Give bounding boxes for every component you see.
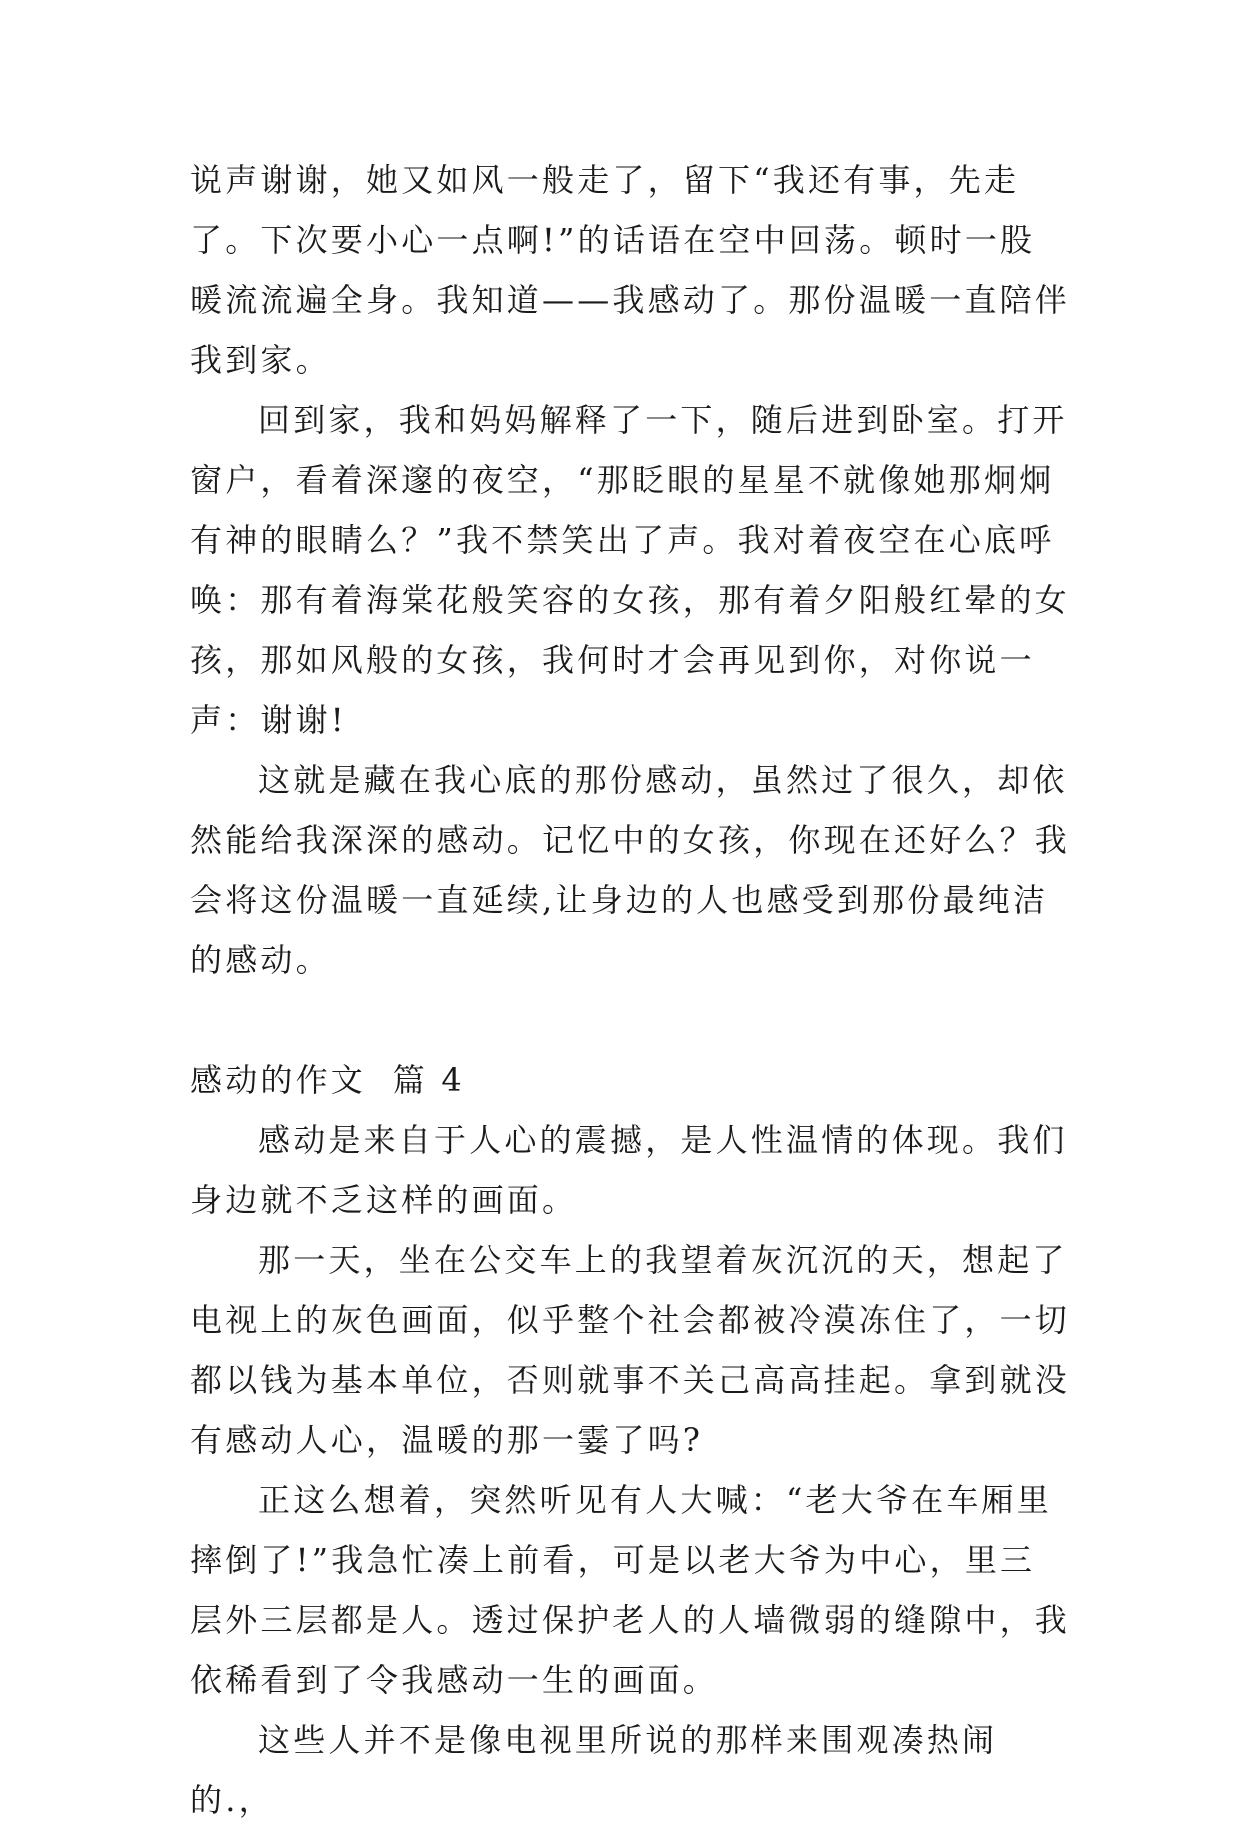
document-body [190, 150, 1070, 1830]
paragraph: 说声谢谢，她又如风一般走了，留下“我还有事，先走了。下次要小心一点啊!”的话语在空中回荡。顿时一股暖流流遍全身。我知道——我感动了。那份温暖一直陪伴我到家。 [190, 161, 1071, 379]
paragraph: 感动是来自于人心的震撼，是人性温情的体现。我们身边就不乏这样的画面。 [190, 1121, 1068, 1219]
paragraph: 这就是藏在我心底的那份感动，虽然过了很久，却依然能给我深深的感动。记忆中的女孩，你现在还好么？我会将这份温暖一直延续,让身边的人也感受到那份最纯洁的感动。 [190, 761, 1071, 979]
paragraph: 回到家，我和妈妈解释了一下，随后进到卧室。打开窗户，看着深邃的夜空，“那眨眼的星星不就像她那炯炯有神的眼睛么？”我不禁笑出了声。我对着夜空在心底呼唤：那有着海棠花般笑容的女孩，那有着夕阳般红晕的女孩，那如风般的女孩，我何时才会再见到你，对你说一声：谢谢! [190, 401, 1071, 739]
section-title: 感动的作文 篇 4 [190, 1061, 465, 1099]
paragraph: 那一天，坐在公交车上的我望着灰沉沉的天，想起了电视上的灰色画面，似乎整个社会都被冷漠冻住了，一切都以钱为基本单位，否则就事不关己高高挂起。拿到就没有感动人心，温暖的那一霎了吗? [190, 1241, 1071, 1459]
paragraph: 正这么想着，突然听见有人大喊：“老大爷在车厢里摔倒了!”我急忙凑上前看，可是以老大爷为中心，里三层外三层都是人。透过保护老人的人墙微弱的缝隙中，我依稀看到了令我感动一生的画面。 [190, 1481, 1071, 1699]
paragraph: 这些人并不是像电视里所说的那样来围观凑热闹的.， [190, 1721, 998, 1819]
section-gap [190, 990, 1070, 1050]
